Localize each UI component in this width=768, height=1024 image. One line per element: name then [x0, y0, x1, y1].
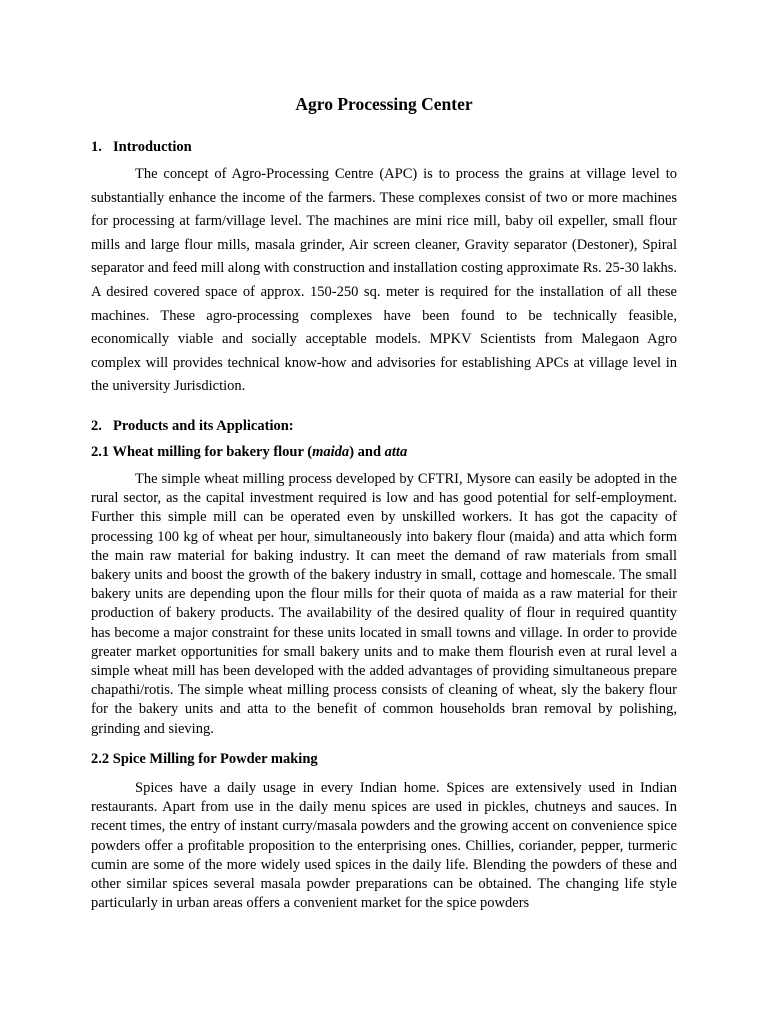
introduction-paragraph: The concept of Agro-Processing Centre (APC) is to process the grains at village level to substantially enhance the income of the farmers. These complexes consist of two or more machines for processing at farm/village level. The machines are mini rice mill, baby oil expeller, small flour mills and large flour mills, masala grinder, Air screen cleaner, Gravity separator (Destoner), Spiral separator and feed mill along with construction and installation costing approximate Rs. 25-30 lakhs. A desired covered space of approx. 150-250 sq. meter is required for the installation of all these machines. These agro-processing complexes have been found to be technically feasible, economically viable and socially acceptable models. MPKV Scientists from Malegaon Agro complex will provides technical know-how and advisories for establishing APCs at village level in the university Jurisdiction.: [91, 166, 677, 395]
section-heading-products: [91, 417, 677, 435]
heading-part: 2.1 Wheat milling for bakery flour (: [91, 444, 313, 460]
spice-milling-paragraph: Spices have a daily usage in every Indian home. Spices are extensively used in Indian restaurants. Apart from use in the daily menu spices are used in pickles, chutneys and sauces. In recent times, the entry of instant curry/masala powders and the growing accent on convenience spice powders offer a profitable proposition to the enterprising ones. Chillies, coriander, pepper, turmeric cumin are some of the more widely used spices in the daily life. Blending the powders of these and other similar spices several masala powder preparations can be obtained. The changing life style particularly in urban areas offers a convenient market for the spice powders: [91, 780, 677, 912]
subsection-heading-spice-milling: 2.2 Spice Milling for Powder making: [91, 751, 318, 767]
subsection-heading-wheat-milling: [91, 443, 677, 461]
section-number: 1.: [91, 139, 102, 155]
page-title: Agro Processing Center: [295, 94, 473, 114]
heading-italic-part: atta: [384, 444, 408, 460]
section-number: 2.: [91, 418, 102, 434]
wheat-milling-paragraph: The simple wheat milling process developed by CFTRI, Mysore can easily be adopted in the rural sector, as the capital investment required is low and has good potential for self-employment. Further this simple mill can be operated even by unskilled workers. It has got the capacity of processing 100 kg of wheat per hour, simultaneously into bakery flour (maida) and atta which form the main raw material for baking industry. It can meet the demand of raw materials from small bakery units and boost the growth of the bakery industry in small, cottage and homescale. The small bakery units are depending upon the flour mills for their quota of maida as a raw material for their production of bakery products. The availability of the desired quality of flour in required quantity has become a major constraint for these units located in small towns and village. In order to provide greater market opportunities for small bakery units and to make them flourish even at rural level a simple wheat mill has been developed with the added advantages of providing simultaneous prepare chapathi/rotis. The simple wheat milling process consists of cleaning of wheat, sly the bakery flour for the bakery units and atta to the benefit of common households bran removal by polishing, grinding and sieving.: [91, 471, 677, 737]
section-heading-text: Products and its Application:: [113, 418, 294, 434]
section-heading-introduction: [91, 138, 677, 156]
section-heading-text: Introduction: [113, 139, 192, 155]
heading-italic-part: maida: [312, 444, 350, 460]
heading-part: ) and: [349, 444, 385, 460]
